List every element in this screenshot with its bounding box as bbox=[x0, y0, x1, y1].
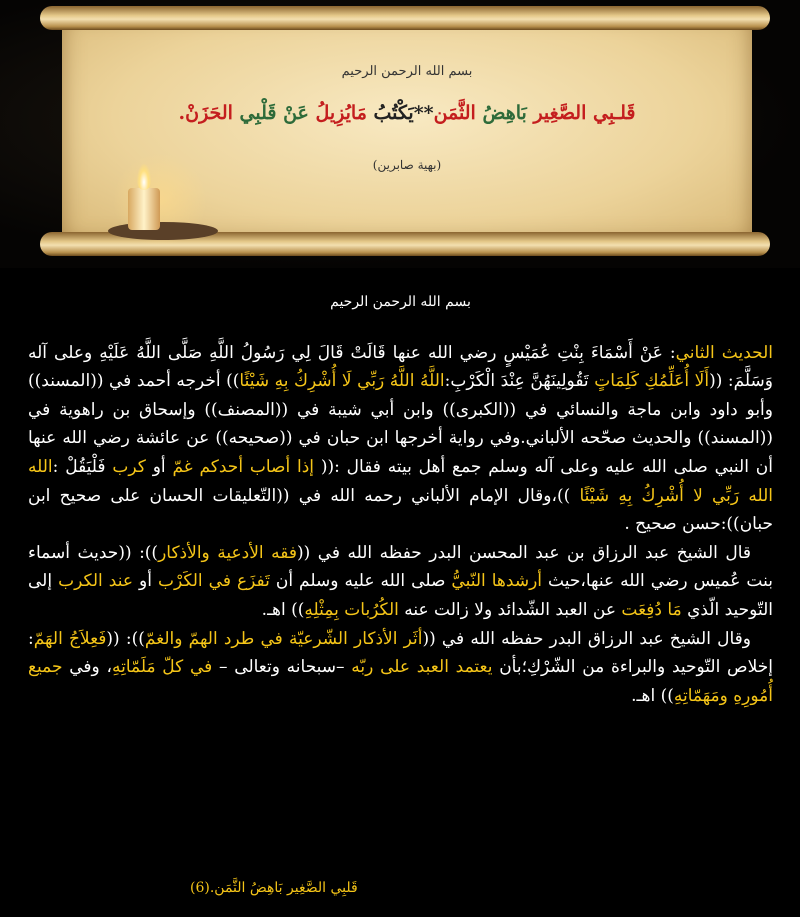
article-body bbox=[28, 288, 773, 710]
banner-title bbox=[62, 102, 752, 124]
text-span: إذا أصاب أحدكم غمّ bbox=[172, 456, 315, 477]
text-span: أثَر الأذكار الشّرعيّة في طرد الهمّ والغمّ bbox=[144, 628, 423, 649]
title-part: الثَّمَن bbox=[433, 102, 476, 124]
text-span: أرشدها النّبيُّ bbox=[451, 571, 542, 592]
text-span: جميع أُمُورِهِ ومَهَمّاتِهِ bbox=[28, 657, 773, 706]
text-span: فَلْيَقُلْ : bbox=[52, 456, 113, 477]
scroll-banner bbox=[0, 0, 800, 268]
paragraph-commentary bbox=[28, 539, 773, 625]
text-span: فَعِلاَجُ الهَمّ bbox=[33, 628, 107, 649]
text-span: وقال الشيخ عبد الرزاق البدر حفظه الله في (( bbox=[422, 628, 751, 649]
text-span: )) اهـ. bbox=[631, 685, 674, 706]
text-span: اللَّهُ اللَّهُ رَبِّي لَا أُشْرِكُ بِهِ شَيْئًا bbox=[239, 371, 445, 392]
candle-dish bbox=[108, 222, 218, 240]
text-span: عند الكرب bbox=[58, 571, 133, 592]
candle-icon bbox=[100, 170, 220, 250]
title-part: بَاهِضُ bbox=[475, 102, 534, 124]
text-span: عن العبد الشّدائد ولا زالت عنه bbox=[398, 599, 622, 620]
text-span: ، وفي bbox=[62, 657, 112, 678]
text-span: الله الله رَبِّي لا أُشْرِكُ بِهِ شَيْئًا bbox=[28, 456, 773, 506]
banner-basmala: بسم الله الرحمن الرحيم bbox=[341, 64, 473, 79]
text-span: أو bbox=[132, 571, 158, 592]
text-span: وفي رواية أخرجها ابن حبان في ((صحيحه)) عن عائشة رضي الله عنها أن النبي صلى الله عليه وعلى آله وسلم جمع أهل بيته فقال :(( bbox=[28, 428, 773, 477]
scroll-roll-top bbox=[40, 6, 770, 30]
text-span: مَا دُفِعَت bbox=[621, 599, 682, 620]
text-span: –سبحانه وتعالى – bbox=[212, 657, 352, 678]
text-span: الكُرُبات بِمِثْلِهِ bbox=[304, 599, 399, 620]
text-span: )) أخرجه أحمد في ((المسند)) وأبو داود وابن ماجة والنسائي في ((الكبرى)) وابن أبي شيبة في ((المصنف)) وإسحاق بن راهوية في ((المسند)) والحديث صحّحه الألباني. bbox=[28, 371, 773, 449]
text-span: تَقُولِينَهُنَّ عِنْدَ الْكَرْبِ: bbox=[444, 371, 595, 392]
banner-author: (بهية صابرين) bbox=[372, 158, 442, 172]
paragraph-commentary bbox=[28, 625, 773, 711]
text-span: تَفزَع في الكَرْب bbox=[157, 571, 270, 592]
candle-body bbox=[128, 188, 160, 230]
text-span: أَلَا أُعَلِّمُكِ كَلِمَاتٍ bbox=[594, 371, 710, 392]
text-span: الحديث الثاني bbox=[675, 342, 773, 363]
title-part: **يَكْتُبُ bbox=[366, 102, 434, 124]
candle-flame bbox=[137, 164, 151, 190]
text-span: : إخلاص التّوحيد والبراءة من الشّرْكِ؛بأن bbox=[28, 628, 773, 678]
title-part: الحَزَنْ. bbox=[178, 102, 233, 124]
text-span: كرب bbox=[112, 456, 146, 477]
text-span: )): (( bbox=[106, 628, 145, 649]
text-span: فقه الأدعية والأذكار bbox=[158, 542, 297, 563]
text-span: يعتمد العبد على ربّه bbox=[351, 657, 493, 678]
text-span: أو bbox=[145, 456, 173, 477]
text-span: قال الشيخ عبد الرزاق بن عبد المحسن البدر حفظه الله في (( bbox=[296, 542, 752, 563]
text-span: )): ((حديث أسماء بنت عُميس رضي الله عنها،حيث bbox=[28, 542, 773, 592]
title-part: مَايُزِيلُ bbox=[315, 102, 367, 124]
footer-signature: قَلبِي الصَّغِير بَاهِضُ الثَّمَن.(6) bbox=[190, 880, 358, 896]
text-span: : عَنْ أَسْمَاءَ بِنْتِ عُمَيْسٍ رضي الله عنها قَالَتْ قَالَ لِي رَسُولُ اللَّهِ صَلَّى اللَّهُ عَلَيْهِ وعلى آله وَسَلَّمَ: (( bbox=[28, 342, 774, 392]
title-part: عَنْ قَلْبِي bbox=[232, 102, 316, 124]
text-span: ))،وقال الإمام الألباني رحمه الله في ((التّعليقات الحسان على صحيح ابن حبان)):حسن صحيح . bbox=[28, 485, 773, 535]
text-span: صلى الله عليه وسلم أن bbox=[269, 571, 452, 592]
text-span: إلى التّوحيد الّذي bbox=[28, 571, 773, 620]
paragraph-hadith bbox=[28, 339, 773, 539]
title-part: قَلـبِي الصَّغِير bbox=[533, 102, 636, 124]
body-basmala: بسم الله الرحمن الرحيم bbox=[330, 294, 471, 310]
text-span: في كلّ مَلَمّاتِهِ bbox=[111, 657, 213, 678]
text-span: )) اهـ. bbox=[261, 599, 305, 620]
